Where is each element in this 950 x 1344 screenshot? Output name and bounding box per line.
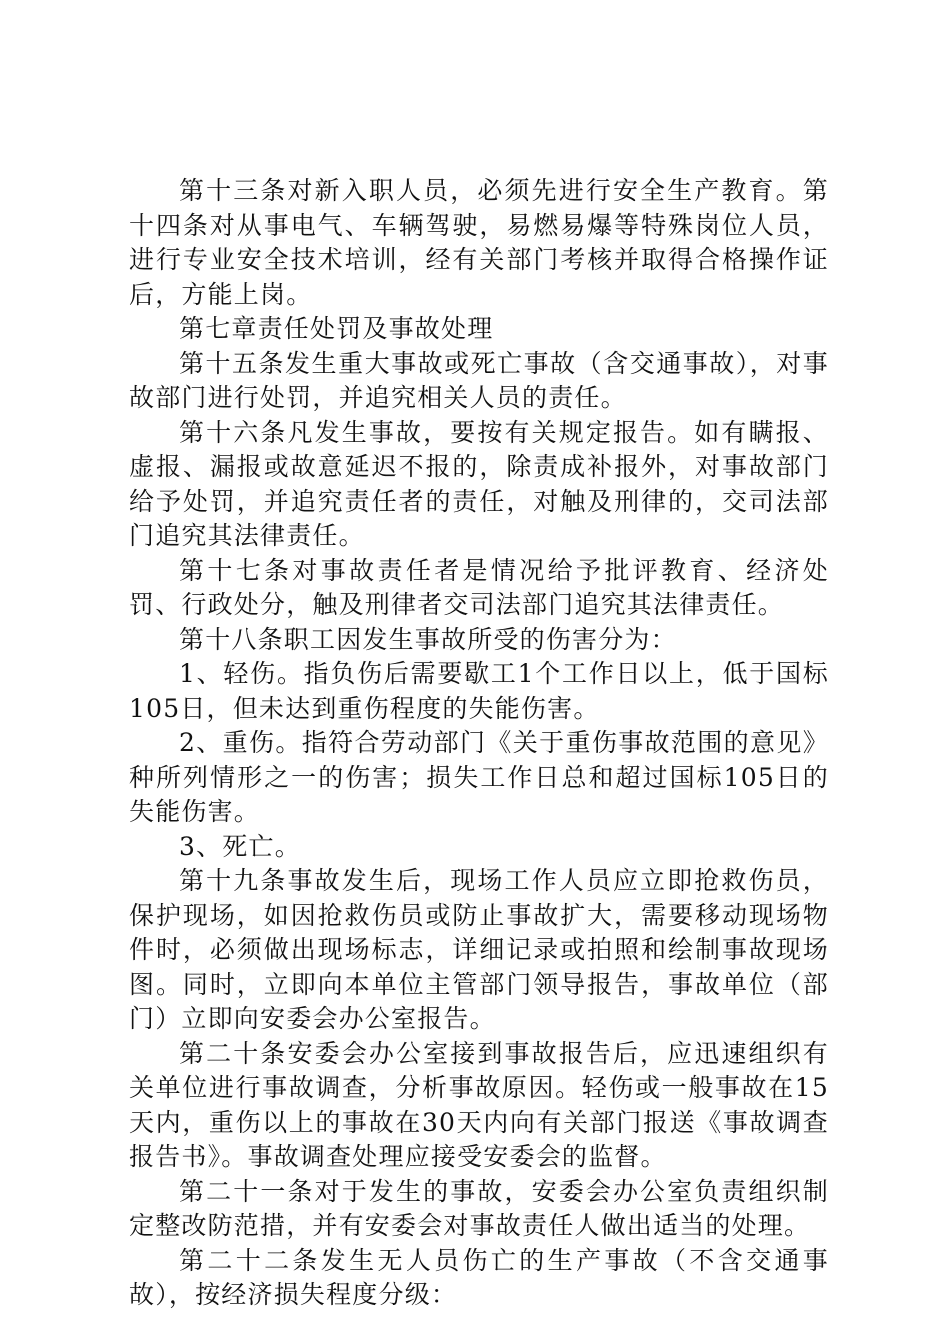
paragraph-article-20: 第二十条安委会办公室接到事故报告后，应迅速组织有关单位进行事故调查，分析事故原因。轻伤或一般事故在15天内，重伤以上的事故在30天内向有关部门报送《事故调查报告书》。事故调查处理应接受安委会的监督。 xyxy=(129,1038,829,1171)
paragraph-article-18: 第十八条职工因发生事故所受的伤害分为： xyxy=(179,624,677,654)
document-body xyxy=(129,174,829,1313)
chapter-7-heading: 第七章责任处罚及事故处理 xyxy=(179,314,494,343)
paragraph-injury-death: 3、死亡。 xyxy=(179,831,301,861)
paragraph-article-16: 第十六条凡发生事故，要按有关规定报告。如有瞒报、虚报、漏报或故意延迟不报的，除责成补报外，对事故部门给予处罚，并追究责任者的责任，对触及刑律的，交司法部门追究其法律责任。 xyxy=(129,417,829,550)
paragraph-article-19: 第十九条事故发生后，现场工作人员应立即抢救伤员，保护现场，如因抢救伤员或防止事故扩大，需要移动现场物件时，必须做出现场标志，详细记录或拍照和绘制事故现场图。同时，立即向本单位主管部门领导报告，事故单位（部门）立即向安委会办公室报告。 xyxy=(129,866,829,1033)
paragraph-article-15: 第十五条发生重大事故或死亡事故（含交通事故），对事故部门进行处罚，并追究相关人员的责任。 xyxy=(129,348,829,412)
paragraph-article-13-14: 第十三条对新入职人员，必须先进行安全生产教育。第十四条对从事电气、车辆驾驶，易燃易爆等特殊岗位人员，进行专业安全技术培训，经有关部门考核并取得合格操作证后，方能上岗。 xyxy=(129,176,829,309)
paragraph-article-21: 第二十一条对于发生的事故，安委会办公室负责组织制定整改防范措，并有安委会对事故责任人做出适当的处理。 xyxy=(129,1176,829,1240)
paragraph-article-17: 第十七条对事故责任者是情况给予批评教育、经济处罚、行政处分，触及刑律者交司法部门追究其法律责任。 xyxy=(129,555,829,619)
paragraph-injury-serious: 2、重伤。指符合劳动部门《关于重伤事故范围的意见》种所列情形之一的伤害；损失工作日总和超过国标105日的失能伤害。 xyxy=(129,728,829,826)
paragraph-article-22: 第二十二条发生无人员伤亡的生产事故（不含交通事故），按经济损失程度分级： xyxy=(129,1245,829,1309)
paragraph-injury-minor: 1、轻伤。指负伤后需要歇工1个工作日以上，低于国标105日，但未达到重伤程度的失能伤害。 xyxy=(129,659,829,723)
